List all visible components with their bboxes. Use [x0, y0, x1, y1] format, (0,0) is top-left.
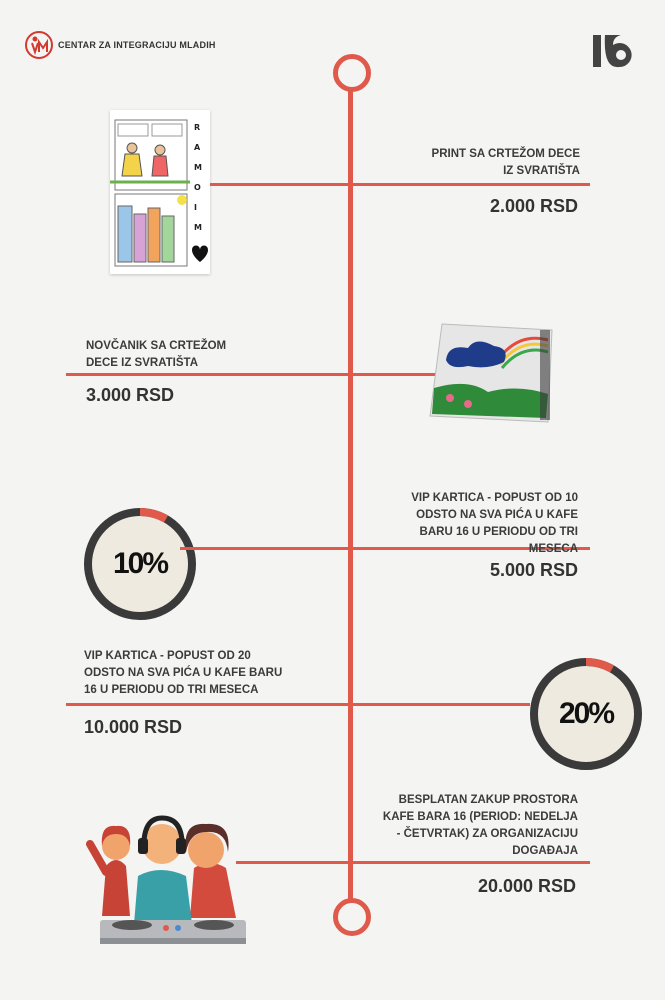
item-2-line	[66, 373, 440, 376]
svg-text:M: M	[194, 223, 202, 232]
item-3-price: 5.000 RSD	[489, 560, 578, 580]
timeline-end-ring	[333, 898, 371, 936]
item-4-line	[66, 703, 530, 706]
item-5-title: BESPLATAN ZAKUP PROSTORA KAFE BARA 16 (PERIOD: NEDELJA - ČETVRTAK) ZA ORGANIZACIJU DOGAĐAJA	[382, 794, 578, 857]
svg-text:M: M	[194, 163, 202, 172]
svg-text:O: O	[194, 183, 201, 192]
item-2-title: NOVČANIK SA CRTEŽOM DECE IZ SVRATIŠTA	[86, 340, 227, 369]
item-1-price: 2.000 RSD	[489, 196, 578, 216]
item-4-title: VIP KARTICA - POPUST OD 20 ODSTO NA SVA PIĆA U KAFE BARU 16 U PERIODU OD TRI MESECA	[84, 650, 283, 696]
discount-10-label: 10%	[112, 547, 168, 580]
item-4-price: 10.000 RSD	[84, 717, 183, 737]
timeline-line	[348, 82, 353, 912]
svg-text:A: A	[194, 143, 201, 152]
item-1-line	[210, 183, 590, 186]
dj-illustration	[86, 806, 250, 946]
item-1-title: PRINT SA CRTEŽOM DECE IZ SVRATIŠTA	[431, 148, 580, 177]
org-logo	[24, 30, 54, 60]
org-name: CENTAR ZA INTEGRACIJU MLADIH	[58, 40, 216, 50]
discount-10-badge	[84, 508, 196, 620]
discount-20-label: 20%	[558, 697, 614, 730]
item-2-price: 3.000 RSD	[86, 385, 175, 405]
wallet-image	[428, 318, 558, 426]
item-5-line	[236, 861, 590, 864]
discount-20-badge	[530, 658, 642, 770]
timeline-start-ring	[333, 54, 371, 92]
print-drawing-image	[110, 110, 210, 274]
item-3-title: VIP KARTICA - POPUST OD 10 ODSTO NA SVA PIĆA U KAFE BARU 16 U PERIODU OD TRI MESECA	[411, 492, 578, 555]
item-5-price: 20.000 RSD	[477, 876, 576, 896]
svg-text:R: R	[194, 123, 201, 132]
kafe-bar-16-logo	[591, 33, 635, 69]
svg-text:I: I	[194, 203, 197, 212]
